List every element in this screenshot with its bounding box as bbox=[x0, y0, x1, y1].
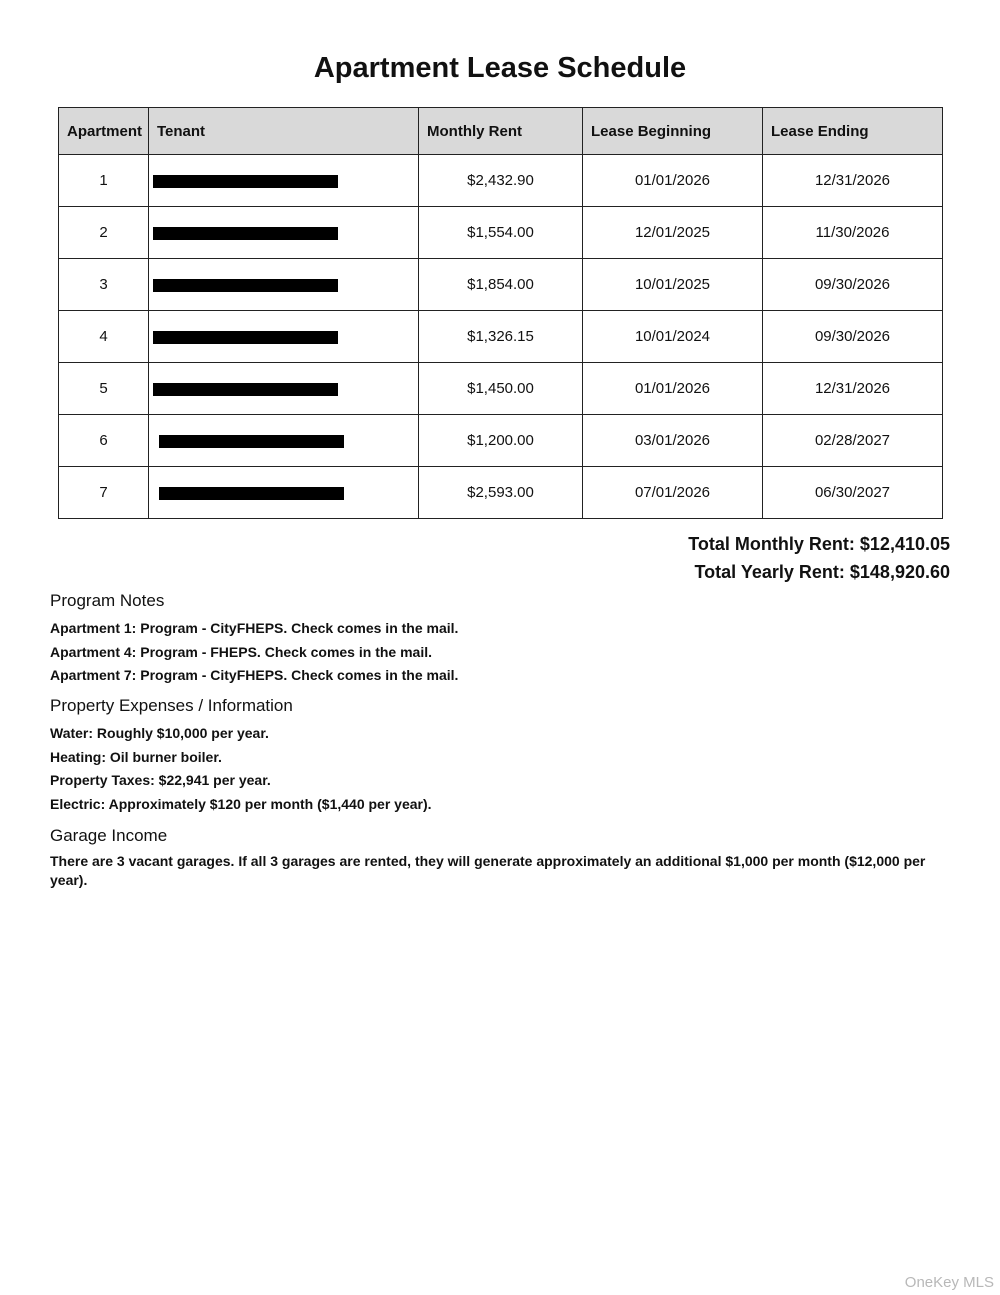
redaction-bar bbox=[153, 175, 338, 188]
garage-income-section bbox=[50, 826, 950, 890]
monthly-rent: $1,854.00 bbox=[419, 259, 583, 311]
page-title: Apartment Lease Schedule bbox=[313, 52, 687, 84]
apartment-number: 3 bbox=[59, 259, 149, 311]
tenant-cell bbox=[149, 155, 419, 207]
monthly-rent: $1,200.00 bbox=[419, 415, 583, 467]
lease-ending: 09/30/2026 bbox=[763, 311, 943, 363]
expense-item: Property Taxes: $22,941 per year. bbox=[50, 772, 271, 788]
redaction-bar bbox=[159, 487, 344, 500]
table-row bbox=[59, 415, 943, 467]
redaction-bar bbox=[153, 383, 338, 396]
tenant-cell bbox=[149, 207, 419, 259]
lease-ending: 11/30/2026 bbox=[763, 207, 943, 259]
lease-ending: 09/30/2026 bbox=[763, 259, 943, 311]
watermark: OneKey MLS bbox=[904, 1274, 994, 1291]
program-notes-section bbox=[50, 591, 950, 688]
apartment-number: 6 bbox=[59, 415, 149, 467]
table-header-row bbox=[59, 108, 943, 155]
lease-ending: 06/30/2027 bbox=[763, 467, 943, 519]
header-apartment: Apartment bbox=[59, 108, 149, 155]
lease-beginning: 01/01/2026 bbox=[583, 363, 763, 415]
apartment-number: 1 bbox=[59, 155, 149, 207]
apartment-number: 5 bbox=[59, 363, 149, 415]
lease-ending: 02/28/2027 bbox=[763, 415, 943, 467]
apartment-number: 2 bbox=[59, 207, 149, 259]
table-row bbox=[59, 467, 943, 519]
expenses-heading: Property Expenses / Information bbox=[50, 696, 293, 715]
monthly-rent: $2,432.90 bbox=[419, 155, 583, 207]
tenant-cell bbox=[149, 259, 419, 311]
lease-ending: 12/31/2026 bbox=[763, 155, 943, 207]
tenant-cell bbox=[149, 415, 419, 467]
lease-table bbox=[58, 107, 943, 519]
program-note: Apartment 1: Program - CityFHEPS. Check comes in the mail. bbox=[50, 620, 459, 636]
monthly-rent: $1,326.15 bbox=[419, 311, 583, 363]
expense-item: Electric: Approximately $120 per month ($1,440 per year). bbox=[50, 795, 432, 812]
redaction-bar bbox=[153, 331, 338, 344]
apartment-number: 7 bbox=[59, 467, 149, 519]
expense-item: Heating: Oil burner boiler. bbox=[50, 748, 222, 765]
redaction-bar bbox=[159, 435, 344, 448]
total-monthly-rent: Total Monthly Rent: $12,410.05 bbox=[688, 534, 950, 554]
lease-beginning: 03/01/2026 bbox=[583, 415, 763, 467]
lease-beginning: 12/01/2025 bbox=[583, 207, 763, 259]
header-lease-beginning: Lease Beginning bbox=[583, 108, 763, 155]
tenant-cell bbox=[149, 363, 419, 415]
program-notes-heading: Program Notes bbox=[50, 591, 165, 610]
lease-beginning: 10/01/2025 bbox=[583, 259, 763, 311]
table-row bbox=[59, 311, 943, 363]
total-yearly-rent: Total Yearly Rent: $148,920.60 bbox=[694, 562, 950, 582]
apartment-number: 4 bbox=[59, 311, 149, 363]
redaction-bar bbox=[153, 279, 338, 292]
expenses-section bbox=[50, 696, 950, 816]
program-note: Apartment 4: Program - FHEPS. Check comes in the mail. bbox=[50, 643, 432, 660]
table-row bbox=[59, 207, 943, 259]
header-monthly-rent: Monthly Rent bbox=[419, 108, 583, 155]
monthly-rent: $2,593.00 bbox=[419, 467, 583, 519]
rent-totals bbox=[688, 530, 950, 586]
garage-income-text: There are 3 vacant garages. If all 3 garages are rented, they will generate approximately an additional $1,000 per month ($12,000 per year). bbox=[50, 853, 926, 888]
lease-ending: 12/31/2026 bbox=[763, 363, 943, 415]
tenant-cell bbox=[149, 311, 419, 363]
monthly-rent: $1,554.00 bbox=[419, 207, 583, 259]
header-lease-ending: Lease Ending bbox=[763, 108, 943, 155]
lease-beginning: 10/01/2024 bbox=[583, 311, 763, 363]
garage-income-heading: Garage Income bbox=[50, 826, 168, 845]
lease-beginning: 07/01/2026 bbox=[583, 467, 763, 519]
tenant-cell bbox=[149, 467, 419, 519]
monthly-rent: $1,450.00 bbox=[419, 363, 583, 415]
expense-item: Water: Roughly $10,000 per year. bbox=[50, 725, 269, 741]
program-note: Apartment 7: Program - CityFHEPS. Check comes in the mail. bbox=[50, 667, 459, 683]
redaction-bar bbox=[153, 227, 338, 240]
table-row bbox=[59, 155, 943, 207]
header-tenant: Tenant bbox=[149, 108, 419, 155]
lease-beginning: 01/01/2026 bbox=[583, 155, 763, 207]
table-row bbox=[59, 259, 943, 311]
table-row bbox=[59, 363, 943, 415]
